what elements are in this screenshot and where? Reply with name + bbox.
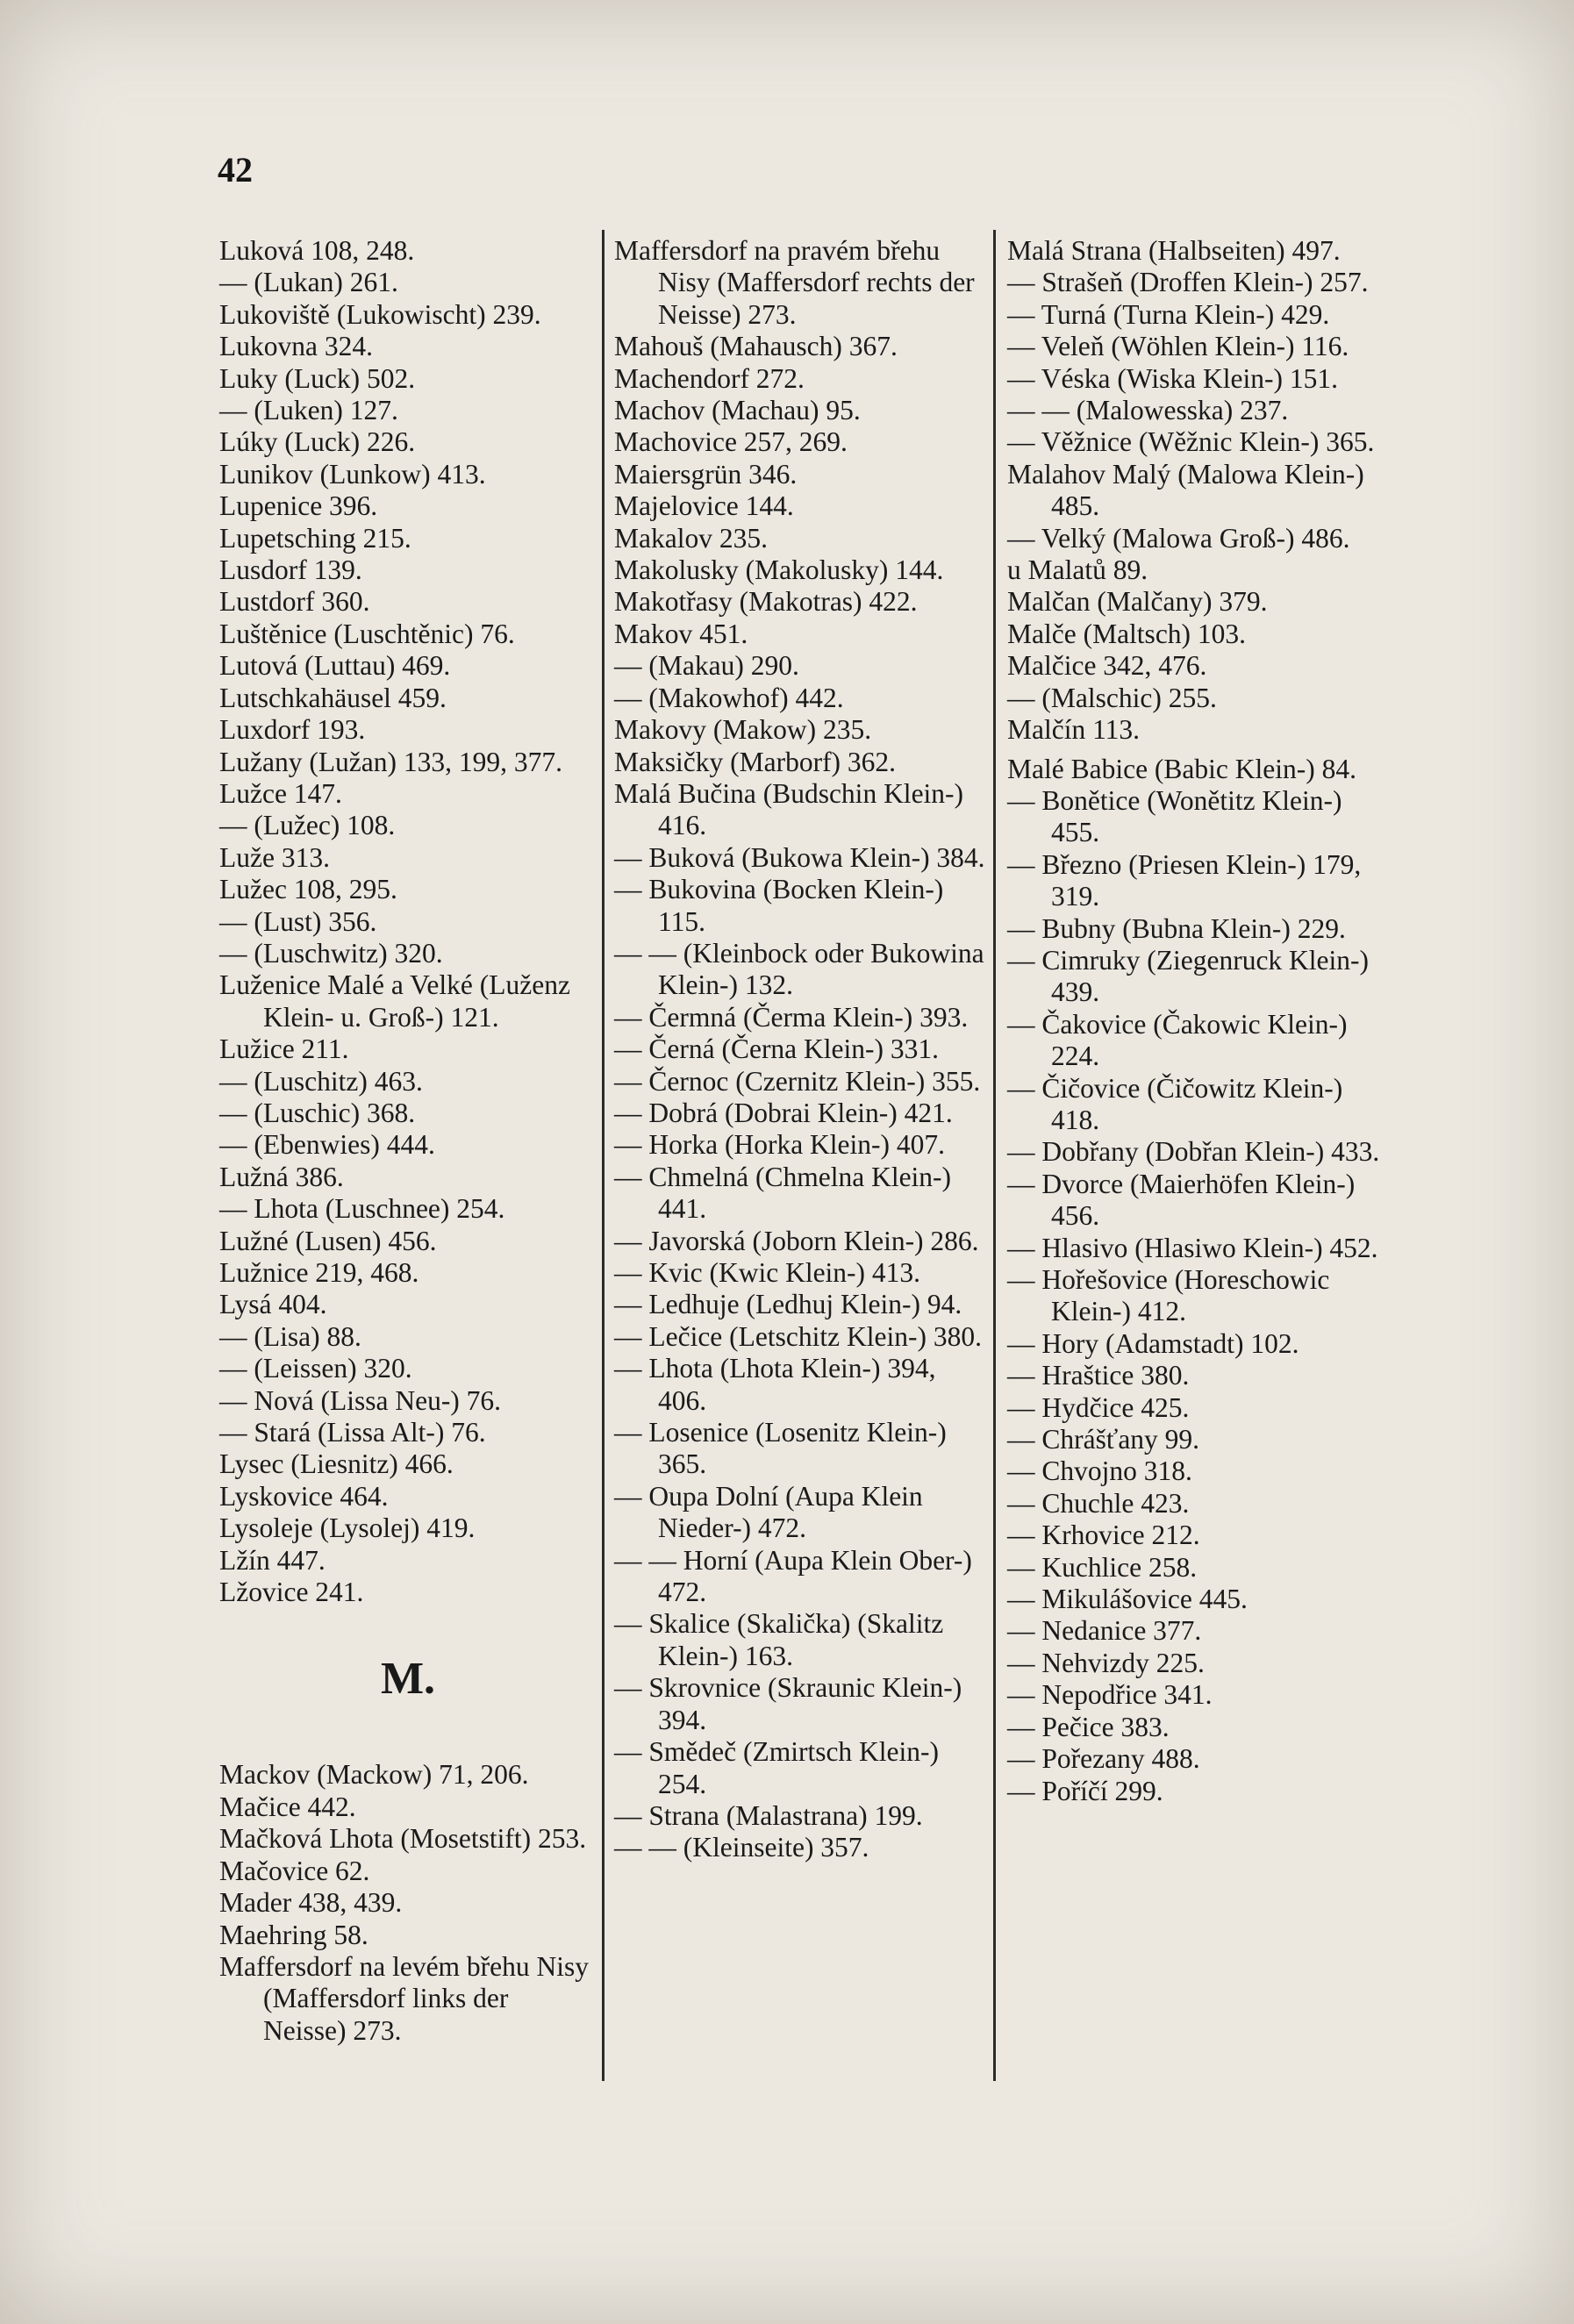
index-entry: — Pořezany 488. — [1007, 1743, 1200, 1775]
index-entry: — Hory (Adamstadt) 102. — [1007, 1327, 1299, 1359]
index-entry: Malé Babice (Babic Klein-) 84. — [1007, 753, 1356, 784]
index-entry: — Bukovina (Bocken Klein-) 115. — [614, 874, 944, 937]
index-entry: Lžovice 241. — [219, 1577, 364, 1608]
index-entry: Lukovna 324. — [219, 331, 373, 362]
index-entry: — Smědeč (Zmirtsch Klein-) 254. — [614, 1736, 940, 1799]
index-entry: Malče (Maltsch) 103. — [1007, 618, 1247, 649]
index-entry: — (Ebenwies) 444. — [219, 1129, 435, 1161]
index-entry: — Chmelná (Chmelna Klein-) 441. — [614, 1161, 952, 1225]
index-entry: Makalov 235. — [614, 522, 768, 554]
index-entry: Lunikov (Lunkow) 413. — [219, 458, 486, 490]
entry-list-middle — [614, 235, 990, 1864]
index-entry: — (Lukan) 261. — [219, 267, 398, 298]
index-entry: — Véska (Wiska Klein-) 151. — [1007, 362, 1338, 394]
index-entry: — Kuchlice 258. — [1007, 1551, 1198, 1583]
index-entry: — Mikulášovice 445. — [1007, 1584, 1248, 1615]
index-entry: Malčan (Malčany) 379. — [1007, 586, 1268, 618]
index-entry: Malá Bučina (Budschin Klein-) 416. — [614, 777, 964, 841]
index-entry: — Hraštice 380. — [1007, 1360, 1190, 1391]
index-entry: Lustdorf 360. — [219, 586, 370, 618]
index-entry: Makovy (Makow) 235. — [614, 714, 872, 746]
index-entry: — Čičovice (Čičowitz Klein-) 418. — [1007, 1072, 1343, 1135]
index-entry: — Lhota (Lhota Klein-) 394, 406. — [614, 1353, 936, 1416]
index-entry: Malčice 342, 476. — [1007, 650, 1207, 682]
index-entry: — Horka (Horka Klein-) 407. — [614, 1129, 946, 1161]
index-entry: — Bubny (Bubna Klein-) 229. — [1007, 912, 1346, 944]
index-entry: — Lhota (Luschnee) 254. — [219, 1193, 505, 1225]
column-divider-right — [993, 230, 996, 2081]
index-entry: — Dobrá (Dobrai Klein-) 421. — [614, 1097, 953, 1128]
index-entry: — Čakovice (Čakowic Klein-) 224. — [1007, 1008, 1348, 1072]
index-entry: Mader 438, 439. — [219, 1887, 403, 1919]
index-entry: — Lečice (Letschitz Klein-) 380. — [614, 1320, 982, 1352]
index-entry: Maffersdorf na levém břehu Nisy (Maffersdorf links der Neisse) 273. — [219, 1950, 590, 2046]
entry-list-m-section — [219, 1759, 597, 2047]
index-entry: — (Lisa) 88. — [219, 1320, 361, 1352]
index-entry: — Hydčice 425. — [1007, 1391, 1190, 1423]
entry-gap — [1007, 747, 1386, 754]
index-entry: Machendorf 272. — [614, 362, 805, 394]
index-entry: Luková 108, 248. — [219, 235, 415, 266]
index-entry: — Hořešovice (Horeschowic Klein-) 412. — [1007, 1264, 1330, 1327]
index-entry: Mackov (Mackow) 71, 206. — [219, 1759, 529, 1791]
index-entry: — Turná (Turna Klein-) 429. — [1007, 298, 1330, 330]
index-entry: — Velký (Malowa Groß-) 486. — [1007, 522, 1350, 554]
index-entry: — Skalice (Skalička) (Skalitz Klein-) 163. — [614, 1608, 944, 1671]
index-entry: Luženice Malé a Velké (Luženz Klein- u. Groß-) 121. — [219, 969, 570, 1033]
index-entry: Lužnice 219, 468. — [219, 1257, 419, 1288]
index-entry: Luxdorf 193. — [219, 714, 366, 746]
index-entry: Malá Strana (Halbseiten) 497. — [1007, 235, 1341, 266]
index-entry: Lupenice 396. — [219, 490, 378, 522]
index-entry: — Chrášťany 99. — [1007, 1424, 1200, 1455]
index-entry: Lužce 147. — [219, 777, 342, 809]
index-entry: Lutschkahäusel 459. — [219, 682, 447, 713]
index-entry: Maiersgrün 346. — [614, 458, 798, 490]
index-entry: — Černá (Černa Klein-) 331. — [614, 1033, 940, 1065]
index-entry: — Kvic (Kwic Klein-) 413. — [614, 1257, 921, 1288]
index-entry: — Dvorce (Maierhöfen Klein-) 456. — [1007, 1168, 1356, 1232]
index-entry: — (Luschwitz) 320. — [219, 937, 443, 969]
entry-list-right-lower — [1007, 754, 1386, 1807]
index-entry: Lusdorf 139. — [219, 554, 362, 586]
index-entry: Malahov Malý (Malowa Klein-) 485. — [1007, 458, 1364, 522]
index-entry: Lžín 447. — [219, 1544, 326, 1576]
index-entry: Lyskovice 464. — [219, 1480, 389, 1512]
index-entry: — (Makau) 290. — [614, 650, 799, 682]
index-entry: — (Luschitz) 463. — [219, 1065, 423, 1097]
index-entry: — Věžnice (Wěžnic Klein-) 365. — [1007, 426, 1375, 458]
index-entry: — Oupa Dolní (Aupa Klein Nieder-) 472. — [614, 1480, 923, 1544]
index-entry: — Bonětice (Wonětitz Klein-) 455. — [1007, 784, 1342, 848]
index-entry: — — (Kleinseite) 357. — [614, 1832, 869, 1863]
index-entry: Lupetsching 215. — [219, 522, 411, 554]
index-entry: Lužec 108, 295. — [219, 874, 397, 905]
entry-list-l-section — [219, 235, 597, 1608]
index-entry: Lužná 386. — [219, 1161, 344, 1192]
index-entry: — — (Kleinbock oder Bukowina Klein-) 132. — [614, 937, 984, 1001]
index-entry: — Nepodřice 341. — [1007, 1679, 1213, 1711]
index-entry: — Poříčí 299. — [1007, 1775, 1163, 1806]
index-entry: — Dobřany (Dobřan Klein-) 433. — [1007, 1136, 1380, 1168]
index-column-left — [219, 235, 597, 2047]
index-entry: — Nehvizdy 225. — [1007, 1647, 1205, 1678]
index-entry: — Strana (Malastrana) 199. — [614, 1799, 923, 1831]
section-heading-m: M. — [380, 1654, 436, 1705]
index-entry: Luky (Luck) 502. — [219, 362, 416, 394]
index-entry: Mačková Lhota (Mosetstift) 253. — [219, 1823, 587, 1855]
index-entry: — — Horní (Aupa Klein Ober-) 472. — [614, 1544, 972, 1608]
index-entry: — Veleň (Wöhlen Klein-) 116. — [1007, 331, 1349, 362]
index-entry: — (Makowhof) 442. — [614, 682, 844, 713]
index-entry: Machov (Machau) 95. — [614, 395, 861, 426]
index-entry: — Nová (Lissa Neu-) 76. — [219, 1384, 502, 1416]
page-number: 42 — [218, 150, 253, 189]
index-entry: — Pečice 383. — [1007, 1711, 1170, 1742]
index-entry: — — (Malowesska) 237. — [1007, 395, 1289, 426]
index-entry: — Strašeň (Droffen Klein-) 257. — [1007, 267, 1369, 298]
index-entry: Mačovice 62. — [219, 1855, 370, 1886]
index-entry: Luštěnice (Luschtěnic) 76. — [219, 618, 515, 649]
index-entry: — Nedanice 377. — [1007, 1615, 1202, 1647]
index-entry: u Malatů 89. — [1007, 554, 1148, 586]
entry-list-right-upper — [1007, 235, 1386, 747]
index-entry: — Losenice (Losenitz Klein-) 365. — [614, 1417, 947, 1480]
index-entry: — Chvojno 318. — [1007, 1455, 1192, 1487]
index-entry: — Cimruky (Ziegenruck Klein-) 439. — [1007, 944, 1370, 1008]
index-entry: Maehring 58. — [219, 1919, 368, 1950]
index-entry: — Buková (Bukowa Klein-) 384. — [614, 841, 985, 873]
index-entry: Lukoviště (Lukowischt) 239. — [219, 298, 541, 330]
index-entry: Makotřasy (Makotras) 422. — [614, 586, 918, 618]
index-entry: Maksičky (Marborf) 362. — [614, 746, 897, 777]
index-entry: Lužice 211. — [219, 1033, 349, 1065]
index-entry: — (Leissen) 320. — [219, 1353, 412, 1384]
index-entry: — Březno (Priesen Klein-) 179, 319. — [1007, 848, 1362, 912]
index-entry: — (Lust) 356. — [219, 905, 377, 937]
index-entry: Lysoleje (Lysolej) 419. — [219, 1512, 476, 1544]
index-entry: — (Luken) 127. — [219, 395, 398, 426]
index-entry: Lužany (Lužan) 133, 199, 377. — [219, 746, 563, 777]
index-column-middle — [614, 235, 990, 1864]
index-entry: — Chuchle 423. — [1007, 1487, 1190, 1519]
column-divider-left — [602, 230, 605, 2081]
index-entry: Makolusky (Makolusky) 144. — [614, 554, 944, 586]
index-entry: — (Malschic) 255. — [1007, 682, 1217, 713]
index-entry: — Skrovnice (Skraunic Klein-) 394. — [614, 1672, 962, 1735]
index-entry: Lúky (Luck) 226. — [219, 426, 416, 458]
index-entry: — Černoc (Czernitz Klein-) 355. — [614, 1065, 981, 1097]
index-entry: Makov 451. — [614, 618, 748, 649]
index-entry: — (Lužec) 108. — [219, 810, 396, 841]
index-entry: Machovice 257, 269. — [614, 426, 848, 458]
index-entry: Mačice 442. — [219, 1791, 356, 1822]
index-entry: Lutová (Luttau) 469. — [219, 650, 451, 682]
index-entry: Malčín 113. — [1007, 714, 1141, 746]
index-entry: — (Luschic) 368. — [219, 1097, 416, 1128]
index-entry: — Čermná (Čerma Klein-) 393. — [614, 1001, 969, 1033]
index-entry: Luže 313. — [219, 841, 330, 873]
index-entry: — Hlasivo (Hlasiwo Klein-) 452. — [1007, 1232, 1378, 1263]
index-entry: — Ledhuje (Ledhuj Klein-) 94. — [614, 1289, 962, 1320]
index-entry: Mahouš (Mahausch) 367. — [614, 331, 898, 362]
index-entry: Majelovice 144. — [614, 490, 794, 522]
index-column-right — [1007, 235, 1386, 1807]
index-entry: Lužné (Lusen) 456. — [219, 1225, 437, 1256]
index-entry: Maffersdorf na pravém břehu Nisy (Maffersdorf rechts der Neisse) 273. — [614, 235, 975, 330]
index-entry: Lysec (Liesnitz) 466. — [219, 1448, 454, 1480]
index-entry: — Stará (Lissa Alt-) 76. — [219, 1417, 486, 1448]
index-entry: — Javorská (Joborn Klein-) 286. — [614, 1225, 979, 1256]
index-entry: — Krhovice 212. — [1007, 1520, 1200, 1551]
index-entry: Lysá 404. — [219, 1289, 327, 1320]
